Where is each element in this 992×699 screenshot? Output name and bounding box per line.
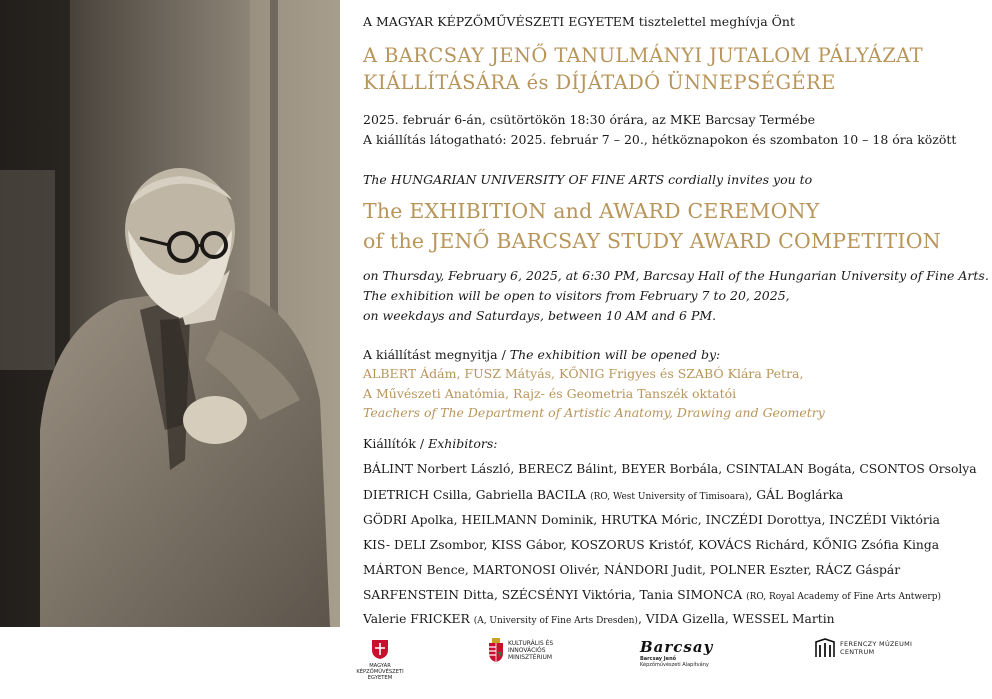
- exhibitors-label-hu: Kiállítók /: [363, 436, 429, 451]
- exhibitors-label-en: Exhibitors:: [428, 436, 498, 451]
- hungarian-date-line: 2025. február 6-án, csütörtökön 18:30 órára, az MKE Barcsay Termébe: [363, 112, 815, 127]
- portrait-illustration: [0, 0, 340, 627]
- fmc-line2: CENTRUM: [840, 648, 875, 656]
- exhibitors-line2-note: (RO, West University of Timisoara): [590, 492, 749, 502]
- fmc-text: [835, 640, 912, 656]
- exhibitors-line7: [363, 612, 835, 626]
- english-intro: The HUNGARIAN UNIVERSITY OF FINE ARTS cordially invites you to: [363, 172, 813, 187]
- mke-crest-icon: [371, 638, 389, 660]
- portrait-photo: [0, 0, 340, 627]
- opening-label-hu: A kiállítást megnyitja /: [363, 347, 510, 362]
- barcsay-name: Barcsay Jenő: [640, 656, 677, 662]
- opening-dept-hu: A Művészeti Anatómia, Rajz- és Geometria Tanszék oktatói: [363, 386, 737, 401]
- exhibitors-line7a: Valerie FRICKER: [363, 612, 474, 626]
- hungarian-intro: A MAGYAR KÉPZŐMŰVÉSZETI EGYETEM tisztelettel meghívja Önt: [363, 14, 795, 29]
- barcsay-foundation-logo: [640, 638, 750, 668]
- kim-logo: [488, 638, 568, 662]
- hungarian-coat-of-arms-icon: [488, 638, 504, 662]
- barcsay-subtitle: Képzőművészeti Alapítvány: [640, 662, 709, 668]
- exhibitors-line6a: SARFENSTEIN Ditta, SZÉCSÉNYI Viktória, Tania SIMONCA: [363, 588, 747, 602]
- exhibitors-line6: [363, 588, 941, 602]
- exhibitors-line7-note: (A, University of Fine Arts Dresden): [473, 616, 638, 626]
- exhibitors-line4: KIS- DELI Zsombor, KISS Gábor, KOSZORUS Kristóf, KOVÁCS Richárd, KŐNIG Zsófia Kinga: [363, 538, 940, 552]
- exhibitors-line2: [363, 488, 843, 502]
- opening-dept-en: Teachers of The Department of Artistic Anatomy, Drawing and Geometry: [363, 405, 825, 420]
- english-title-line1: The EXHIBITION and AWARD CEREMONY: [363, 199, 820, 223]
- fmc-line1: FERENCZY MÚZEUMI: [840, 640, 913, 648]
- kim-logo-text: KULTURÁLIS ÉS INNOVÁCIÓS MINISZTÉRIUM: [508, 639, 554, 661]
- exhibitors-line6-note: (RO, Royal Academy of Fine Arts Antwerp): [746, 592, 941, 602]
- barcsay-signature: Barcsay: [640, 638, 714, 656]
- opening-names: ALBERT Ádám, FUSZ Mátyás, KŐNIG Frigyes és SZABÓ Klára Petra,: [363, 366, 804, 381]
- hungarian-title-line1: A BARCSAY JENŐ TANULMÁNYI JUTALOM PÁLYÁZAT: [363, 44, 923, 67]
- sponsor-logos: [350, 638, 990, 698]
- exhibitors-heading: [363, 436, 497, 451]
- english-title-line2: of the JENŐ BARCSAY STUDY AWARD COMPETITION: [363, 229, 941, 253]
- opening-label-en: The exhibition will be opened by:: [509, 347, 721, 362]
- exhibitors-line3: GÖDRI Apolka, HEILMANN Dominik, HRUTKA Móric, INCZÉDI Dorottya, INCZÉDI Viktória: [363, 513, 941, 527]
- english-info-line1: on Thursday, February 6, 2025, at 6:30 PM, Barcsay Hall of the Hungarian University of Fine Arts.: [363, 268, 989, 283]
- mke-logo-text: MAGYAR KÉPZŐMŰVÉSZETI EGYETEM: [356, 663, 404, 681]
- hungarian-title-line2: KIÁLLÍTÁSÁRA és DÍJÁTADÓ ÜNNEPSÉGÉRE: [363, 71, 836, 94]
- hungarian-visit-line: A kiállítás látogatható: 2025. február 7 – 20., hétköznapokon és szombaton 10 – 18 óra között: [363, 132, 957, 147]
- mke-logo: [350, 638, 410, 681]
- opening-heading: [363, 347, 720, 362]
- exhibitors-line7b: , VIDA Gizella, WESSEL Martin: [637, 612, 835, 626]
- exhibitors-line1: BÁLINT Norbert László, BERECZ Bálint, BEYER Borbála, CSINTALAN Bogáta, CSONTOS Orsolya: [363, 462, 977, 476]
- fmc-building-icon: [815, 638, 835, 658]
- english-info-line2: The exhibition will be open to visitors from February 7 to 20, 2025,: [363, 288, 790, 303]
- exhibitors-line5: MÁRTON Bence, MARTONOSI Olivér, NÁNDORI Judit, POLNER Eszter, RÁCZ Gáspár: [363, 563, 901, 577]
- exhibitors-line2a: DIETRICH Csilla, Gabriella BACILA: [363, 488, 591, 502]
- exhibitors-line2b: , GÁL Boglárka: [748, 488, 844, 502]
- ferenczy-museum-logo: [815, 638, 912, 658]
- english-info-line3: on weekdays and Saturdays, between 10 AM and 6 PM.: [363, 308, 717, 323]
